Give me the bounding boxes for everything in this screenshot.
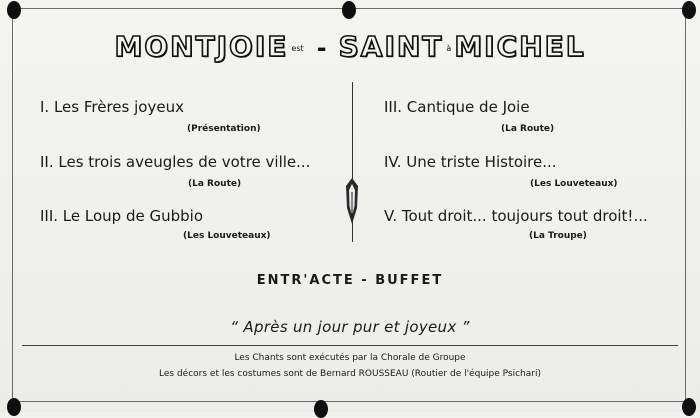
title-part-saint: SAINT	[338, 30, 444, 63]
closing-quote: “ Après un jour pur et joyeux ”	[230, 318, 470, 336]
title-part-michel: MICHEL	[454, 30, 586, 63]
punch-hole	[314, 400, 328, 418]
program-item-title: V. Tout droit... toujours tout droit!...	[384, 207, 648, 225]
title-part-montjoie: MONTJOIE	[114, 30, 289, 63]
punch-hole	[682, 398, 696, 416]
program-item-performer: (La Route)	[188, 179, 242, 189]
pen-nib-icon	[343, 178, 361, 224]
credit-line-chorale: Les Chants sont exécutés par la Chorale de Groupe	[234, 353, 466, 363]
punch-hole	[342, 1, 356, 19]
title-connector: à	[446, 43, 452, 53]
program-item-performer: (Les Louveteaux)	[183, 231, 271, 241]
intermission-heading: ENTR'ACTE - BUFFET	[256, 273, 444, 288]
credit-line-decor: Les décors et les costumes sont de Bernard ROUSSEAU (Routier de l'équipe Psichari)	[159, 369, 541, 379]
punch-hole	[7, 1, 21, 19]
program-item-performer: (La Route)	[501, 124, 555, 134]
title-connector: est	[291, 43, 304, 53]
program-item-performer: (La Troupe)	[529, 231, 587, 241]
program-item-title: I. Les Frères joyeux	[40, 98, 184, 116]
program-item-performer: (Les Louveteaux)	[530, 179, 618, 189]
punch-hole	[7, 398, 21, 416]
program-item-title: II. Les trois aveugles de votre ville...	[40, 153, 311, 171]
program-item-title: III. Cantique de Joie	[384, 98, 530, 116]
program-item-title: III. Le Loup de Gubbio	[40, 207, 204, 225]
title-dash: -	[316, 34, 329, 62]
page-title	[0, 30, 700, 63]
punch-hole	[682, 1, 696, 19]
program-item-title: IV. Une triste Histoire...	[384, 153, 557, 171]
program-item-performer: (Présentation)	[187, 124, 261, 134]
divider-line	[22, 345, 678, 346]
